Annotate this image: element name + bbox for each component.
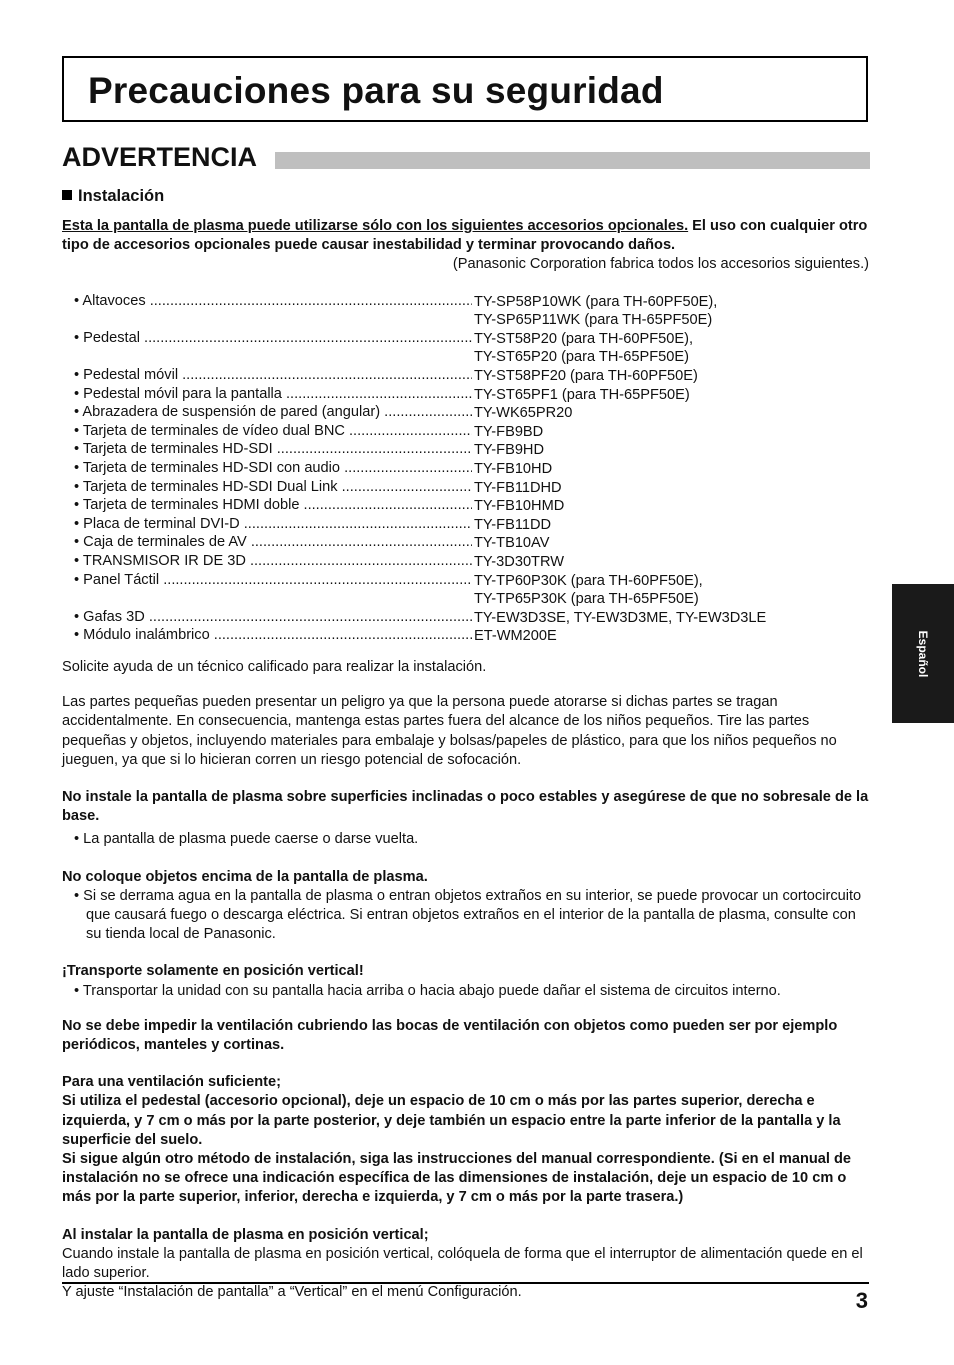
accessory-model xyxy=(472,330,693,367)
accessory-row xyxy=(62,479,869,498)
accessory-model-line: TY-SP65P11WK (para TH-65PF50E) xyxy=(474,312,713,329)
accessory-model-line: TY-ST65PF1 (para TH-65PF50E) xyxy=(474,386,690,403)
accessory-row xyxy=(62,441,869,460)
accessory-model-line: TY-EW3D3SE, TY-EW3D3ME, TY-EW3D3LE xyxy=(474,609,767,626)
transport-heading: ¡Transporte solamente en posición vertical! xyxy=(62,963,364,980)
accessory-model xyxy=(472,423,543,442)
accessory-model xyxy=(472,404,572,423)
accessory-model xyxy=(472,572,703,609)
accessory-model-line: TY-TP65P30K (para TH-65PF50E) xyxy=(474,591,699,608)
square-bullet-icon xyxy=(62,190,72,200)
accessory-model-line: TY-WK65PR20 xyxy=(474,405,573,422)
accessory-name: • Gafas 3D ..... xyxy=(62,609,472,628)
objects-heading: No coloque objetos encima de la pantalla de plasma. xyxy=(62,868,428,885)
page-number: 3 xyxy=(855,1288,868,1313)
accessory-model xyxy=(472,516,551,535)
accessory-name: • Tarjeta de terminales HD-SDI ..... xyxy=(62,441,472,460)
accessory-name: • TRANSMISOR IR DE 3D ..... xyxy=(62,553,472,572)
accessory-row xyxy=(62,534,869,553)
accessory-row xyxy=(62,404,869,423)
accessory-name: • Caja de terminales de AV ..... xyxy=(62,534,472,553)
title-box xyxy=(62,56,868,122)
language-tab xyxy=(892,584,954,723)
accessory-name: • Panel Táctil ..... xyxy=(62,572,472,609)
accessory-row xyxy=(62,627,869,646)
accessory-row xyxy=(62,572,869,609)
accessory-model xyxy=(472,460,552,479)
vent-pedestal: Si utiliza el pedestal (accesorio opcional), deje un espacio de 10 cm o más por las partes superior, derecha e izquierda, y 7 cm o más por la parte posterior, y deje también un espacio entre la parte inferior de la pantalla y la superficie del suelo. xyxy=(62,1093,841,1148)
section-title-text: Instalación xyxy=(78,187,165,205)
accessory-row xyxy=(62,386,869,405)
accessory-model xyxy=(472,609,766,628)
accessory-name: • Tarjeta de terminales HD-SDI con audio ..... xyxy=(62,460,472,479)
accessory-name: • Pedestal ..... xyxy=(62,330,472,367)
accessory-row xyxy=(62,423,869,442)
accessory-model xyxy=(472,479,562,498)
accessory-model xyxy=(472,627,557,646)
small-parts-text: Las partes pequeñas pueden presentar un peligro ya que la persona puede atorarse si dichas partes se tragan accidentalmente. En consecuencia, mantenga estas partes fuera del alcance de los niños pequeños. Tire las partes pequeñas y objetos, incluyendo materiales para embalaje y bolsas/papeles de plástico, para que los niños pequeños no jueguen, ya que si lo hicieran corren un riesgo potencial de sofocación. xyxy=(62,694,837,768)
objects-bullet: • Si se derrama agua en la pantalla de plasma o entran objetos extraños en su interior, se puede provocar un cortocircuito que causará fuego o descarga eléctrica. Si entran objetos extraños en el interior de la pantalla de plasma, consulte con su tienda local de Panasonic. xyxy=(74,887,862,943)
accessory-model-line: TY-FB11DD xyxy=(474,516,552,533)
intro-bold-rest: El uso con cualquier otro tipo de accesorios opcionales puede causar inestabilidad y terminar provocando daños. xyxy=(62,218,868,254)
intro-note: (Panasonic Corporation fabrica todos los accesorios siguientes.) xyxy=(452,256,869,273)
accessory-model-line: TY-FB10HD xyxy=(474,460,553,477)
vent-sufficient: Para una ventilación suficiente; xyxy=(62,1074,281,1091)
main-content xyxy=(62,184,869,1302)
accessory-model-line: TY-3D30TRW xyxy=(474,553,565,570)
accessory-name: • Abrazadera de suspensión de pared (angular) ..... xyxy=(62,404,472,423)
accessory-model-line: TY-FB10HMD xyxy=(474,498,565,515)
accessory-model-line: TY-FB9HD xyxy=(474,442,545,459)
ventilation-heading: No se debe impedir la ventilación cubriendo las bocas de ventilación con objetos como pueden ser por ejemplo periódicos, manteles y cortinas. xyxy=(62,1017,838,1053)
warning-bar xyxy=(275,152,870,169)
intro-paragraph xyxy=(62,217,869,255)
accessory-model xyxy=(472,441,544,460)
accessory-model-line: ET-WM200E xyxy=(474,628,557,645)
intro-underlined: Esta la pantalla de plasma puede utilizarse sólo con los siguientes accesorios opcionales. xyxy=(62,218,689,234)
footer-rule xyxy=(62,1282,869,1284)
accessory-model xyxy=(472,386,690,405)
accessory-row xyxy=(62,460,869,479)
page-title: Precauciones para su seguridad xyxy=(88,70,664,111)
accessory-model-line: TY-FB9BD xyxy=(474,423,544,440)
accessory-model xyxy=(472,293,717,330)
transport-bullet: • Transportar la unidad con su pantalla hacia arriba o hacia abajo puede dañar el sistema de circuitos interno. xyxy=(74,982,781,999)
accessory-row xyxy=(62,609,869,628)
accessory-model-line: TY-ST58P20 (para TH-60PF50E), xyxy=(474,330,694,347)
accessory-name: • Tarjeta de terminales de vídeo dual BNC ..... xyxy=(62,423,472,442)
accessory-name: • Tarjeta de terminales HD-SDI Dual Link ..... xyxy=(62,479,472,498)
accessory-name: • Altavoces ..... xyxy=(62,293,472,330)
language-tab-label: Español xyxy=(916,630,930,677)
inclined-bullet: • La pantalla de plasma puede caerse o darse vuelta. xyxy=(74,831,419,848)
accessory-name: • Pedestal móvil para la pantalla ..... xyxy=(62,386,472,405)
accessory-name: • Pedestal móvil ..... xyxy=(62,367,472,386)
warning-header xyxy=(62,142,870,180)
accessory-row xyxy=(62,367,869,386)
vertical-body: Cuando instale la pantalla de plasma en posición vertical, colóquela de forma que el interruptor de alimentación quede en el lado superior. xyxy=(62,1245,863,1281)
accessory-model-line: TY-SP58P10WK (para TH-60PF50E), xyxy=(474,293,718,310)
accessory-model xyxy=(472,497,564,516)
accessory-list xyxy=(62,293,869,646)
accessory-model-line: TY-FB11DHD xyxy=(474,479,562,496)
section-title xyxy=(62,184,869,208)
accessory-model-line: TY-TB10AV xyxy=(474,535,550,552)
vertical-menu: Y ajuste “Instalación de pantalla” a “Vertical” en el menú Configuración. xyxy=(62,1284,522,1301)
vent-other: Si sigue algún otro método de instalación, siga las instrucciones del manual correspondiente. (Si en el manual de instalación no se ofrece una indicación específica de las dimensiones de instalación, deje un espacio de 10 cm o más por la parte superior, inferior, derecha e izquierda, y 7 cm o más por la parte trasera.) xyxy=(62,1150,852,1206)
accessory-row xyxy=(62,497,869,516)
vertical-heading: Al instalar la pantalla de plasma en posición vertical; xyxy=(62,1226,429,1243)
technician-text: Solicite ayuda de un técnico calificado para realizar la instalación. xyxy=(62,658,487,675)
accessory-name: • Tarjeta de terminales HDMI doble ..... xyxy=(62,497,472,516)
accessory-row xyxy=(62,553,869,572)
accessory-row xyxy=(62,293,869,330)
inclined-heading: No instale la pantalla de plasma sobre superficies inclinadas o poco estables y asegúrese de que no sobresale de la base. xyxy=(62,788,869,825)
accessory-model-line: TY-ST65P20 (para TH-65PF50E) xyxy=(474,349,689,366)
accessory-row xyxy=(62,516,869,535)
accessory-model-line: TY-ST58PF20 (para TH-60PF50E) xyxy=(474,367,698,384)
accessory-row xyxy=(62,330,869,367)
accessory-model xyxy=(472,367,698,386)
accessory-name: • Placa de terminal DVI-D ..... xyxy=(62,516,472,535)
accessory-model xyxy=(472,553,564,572)
warning-heading: ADVERTENCIA xyxy=(62,142,258,172)
accessory-model xyxy=(472,534,549,553)
accessory-name: • Módulo inalámbrico ..... xyxy=(62,627,472,646)
accessory-model-line: TY-TP60P30K (para TH-60PF50E), xyxy=(474,572,703,589)
